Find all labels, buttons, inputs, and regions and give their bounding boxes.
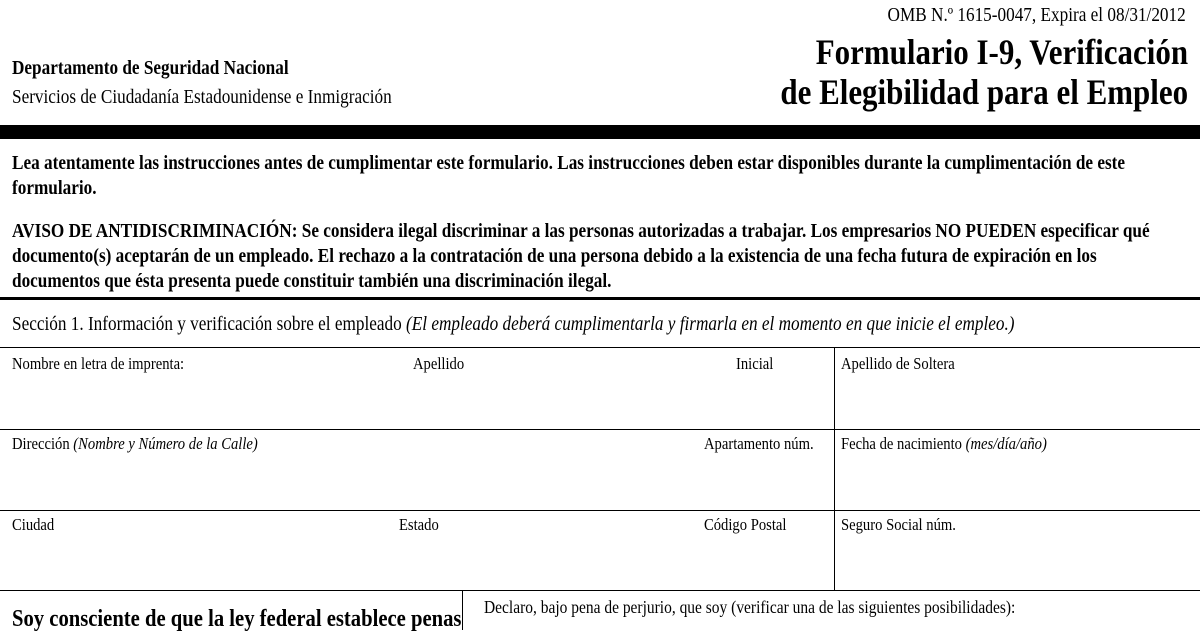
apartment-field[interactable]: Apartamento núm. (704, 434, 814, 453)
birth-date-field[interactable] (841, 434, 1047, 454)
print-name-field[interactable]: Nombre en letra de imprenta: (12, 354, 185, 373)
antidiscrimination-label: AVISO DE ANTIDISCRIMINACIÓN: (12, 220, 298, 242)
city-field[interactable]: Ciudad (12, 515, 55, 534)
state-field[interactable]: Estado (399, 515, 439, 534)
zip-field[interactable]: Código Postal (704, 515, 787, 534)
row-divider-2 (0, 510, 1200, 511)
form-title-line-1: Formulario I-9, Verificación (815, 32, 1188, 72)
antidiscrimination-notice (12, 219, 1186, 294)
section-divider (0, 297, 1200, 300)
header-divider (0, 125, 1200, 139)
employee-info-table (0, 347, 1200, 591)
birth-date-note: (mes/día/año) (965, 434, 1047, 453)
section-1-note: (El empleado deberá cumplimentarla y firmarla en el momento en que inicie el empleo.) (406, 313, 1015, 335)
attestation-statement: Declaro, bajo pena de perjurio, que soy (verificar una de las siguientes posibilidades): (484, 597, 1016, 617)
section-1-title (12, 313, 1015, 336)
form-title (780, 32, 1188, 112)
birth-date-label: Fecha de nacimiento (841, 434, 962, 453)
address-label: Dirección (12, 434, 70, 453)
antidiscrimination-text: Se considera ilegal discriminar a las personas autorizadas a trabajar. Los empresarios NO PUEDEN especificar qué documento(s) aceptarán de un empleado. El rechazo a la contratación de una persona debido a la existencia de una fecha futura de expiración en los documentos que ésta presenta puede constituir también una discriminación ilegal. (12, 220, 1150, 292)
last-name-field[interactable]: Apellido (413, 354, 465, 373)
department-name: Departamento de Seguridad Nacional (12, 57, 289, 79)
bottom-column-divider (462, 591, 463, 630)
row-divider-1 (0, 429, 1200, 430)
column-divider (834, 347, 835, 591)
initial-field[interactable]: Inicial (736, 354, 774, 373)
maiden-name-field[interactable]: Apellido de Soltera (841, 354, 955, 373)
address-field[interactable] (12, 434, 258, 454)
awareness-statement: Soy consciente de que la ley federal establece penas (12, 606, 462, 632)
ssn-field[interactable]: Seguro Social núm. (841, 515, 956, 534)
agency-name: Servicios de Ciudadanía Estadounidense e Inmigración (12, 86, 392, 108)
instructions-notice: Lea atentamente las instrucciones antes de cumplimentar este formulario. Las instrucciones deben estar disponibles durante la cumplimentación de este formulario. (12, 152, 1126, 199)
form-title-line-2: de Elegibilidad para el Empleo (780, 72, 1188, 112)
section-1-heading: Sección 1. Información y verificación sobre el empleado (12, 313, 402, 335)
address-note: (Nombre y Número de la Calle) (73, 434, 258, 453)
omb-number: OMB N.º 1615-0047, Expira el 08/31/2012 (887, 4, 1186, 26)
